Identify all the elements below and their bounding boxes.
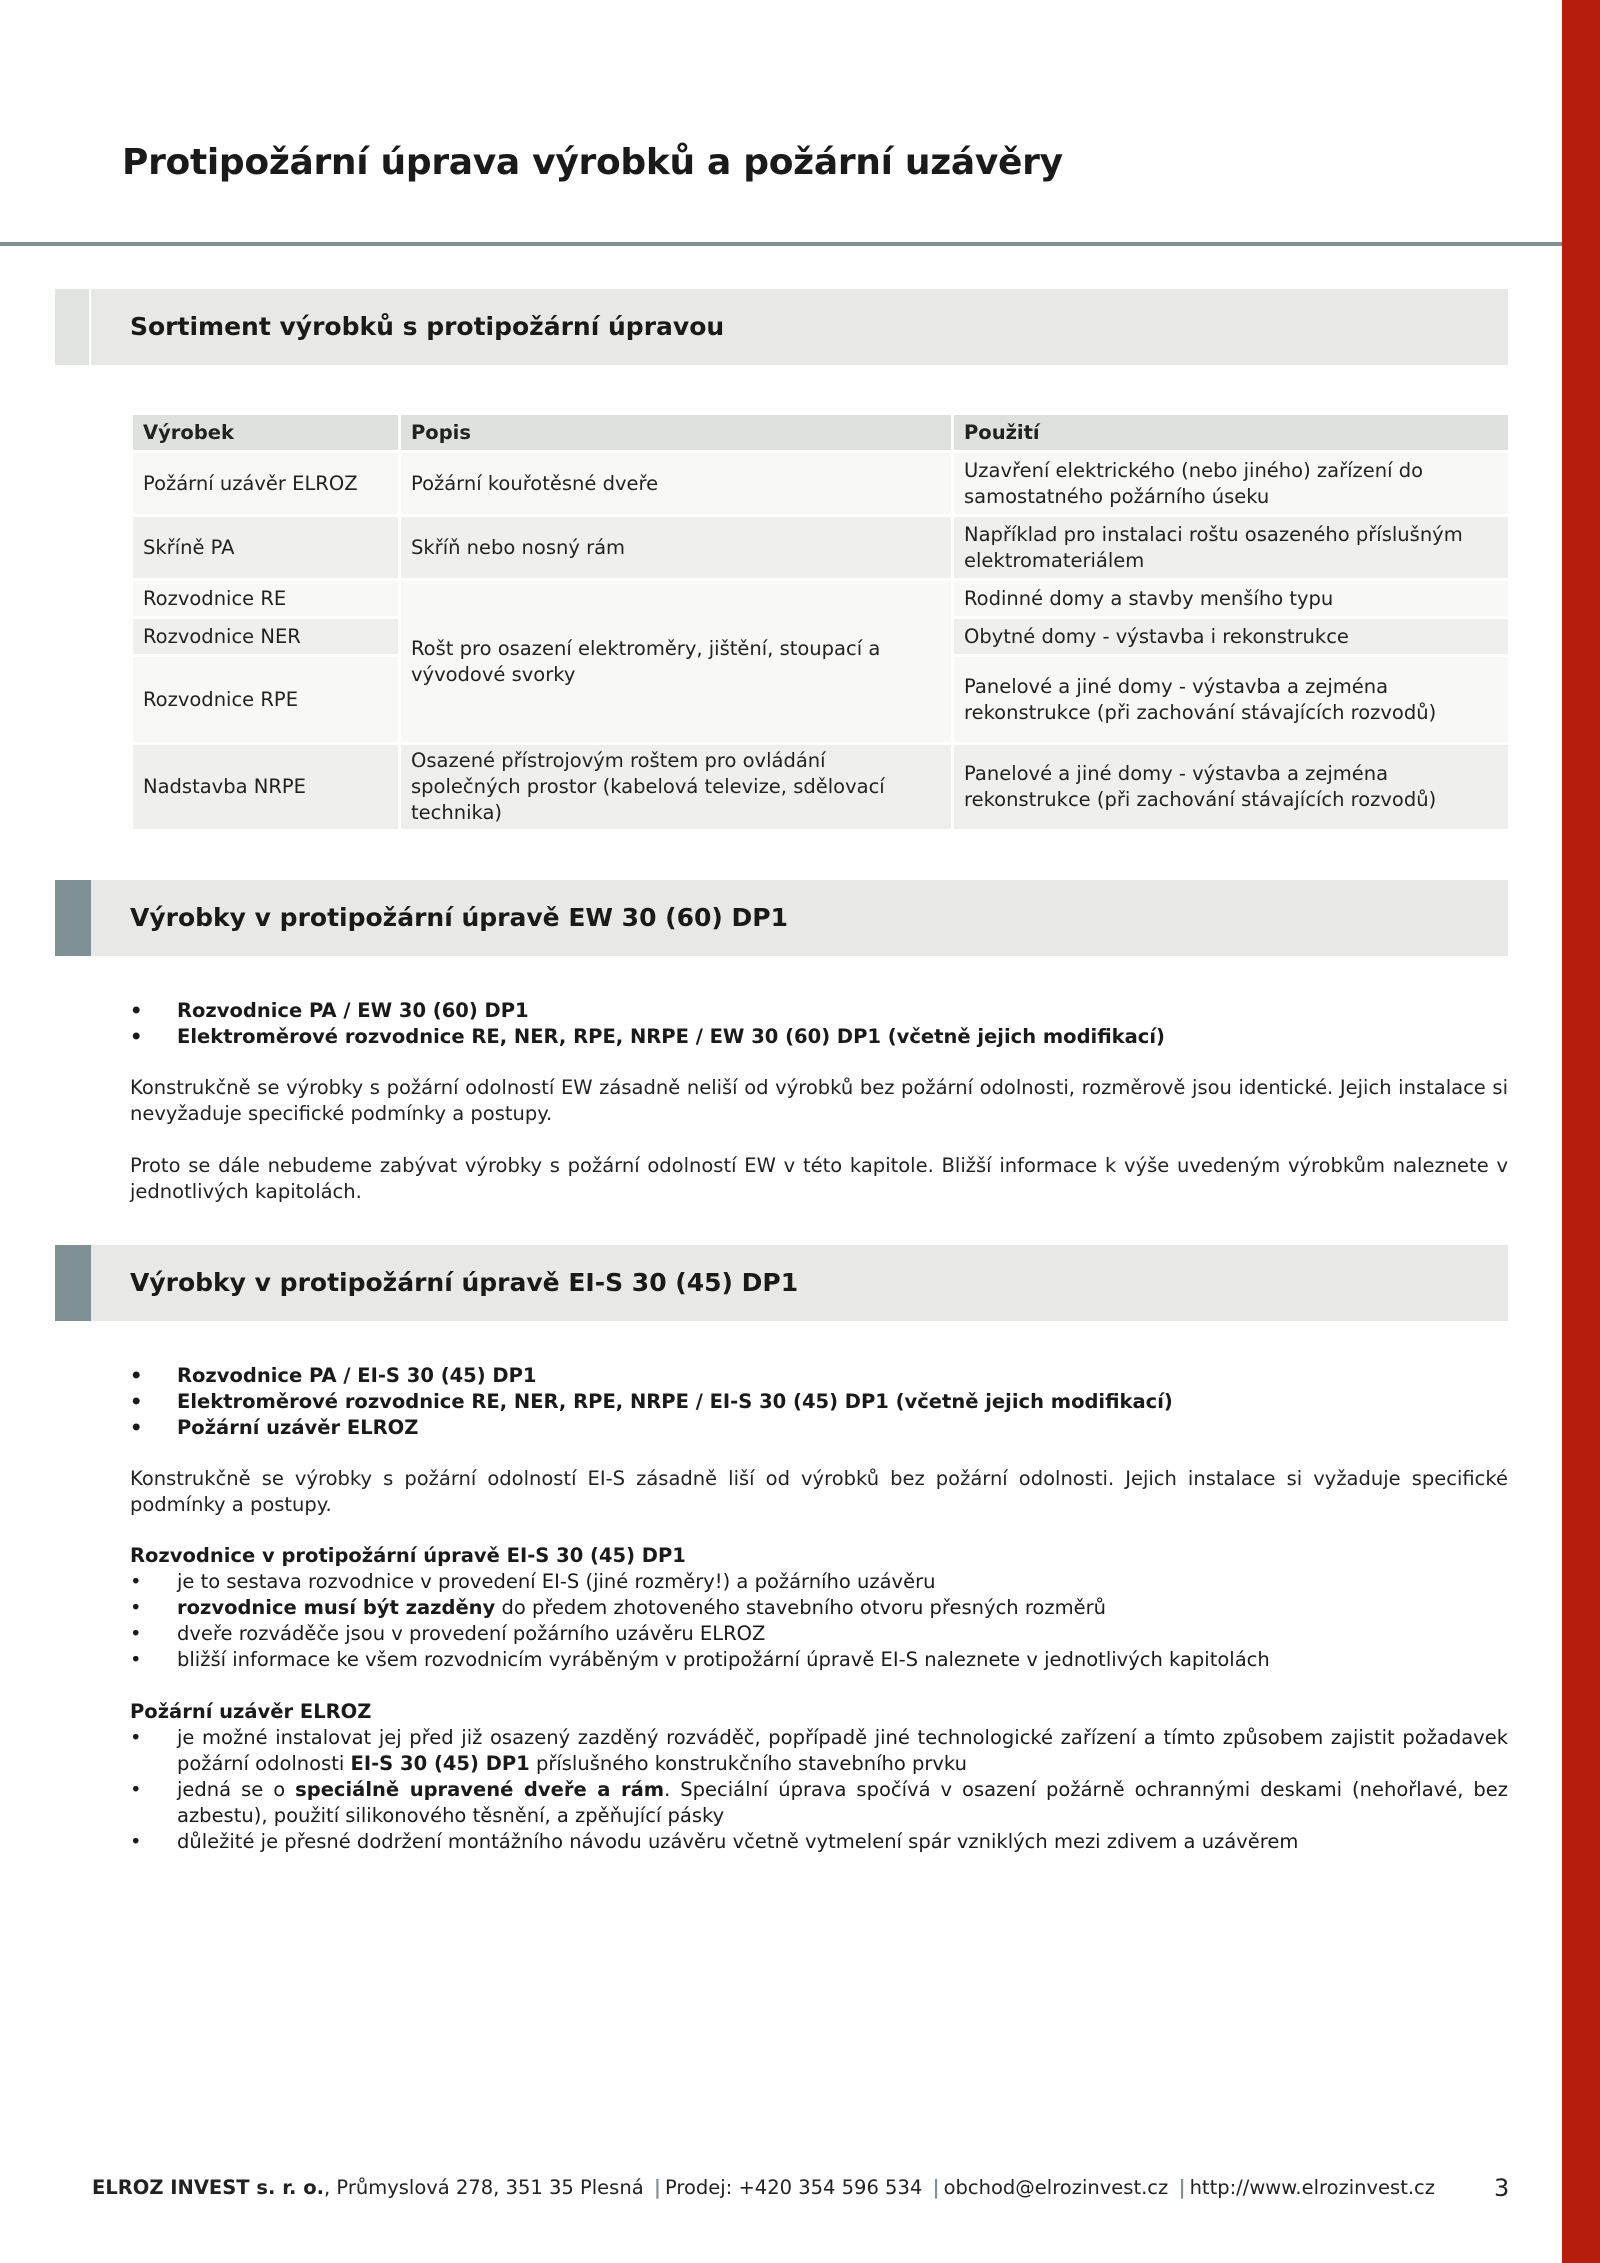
cell-usage: Panelové a jiné domy - výstavba a zejména rekonstrukce (při zachování stávajících rozvodů) bbox=[953, 656, 1510, 744]
ew-paragraph-2: Proto se dále nebudeme zabývat výrobky s požární odolností EW v této kapitole. Bližší informace k výše uvedeným výrobkům naleznete v jednotlivých kapitolách. bbox=[130, 1154, 1508, 1203]
emphasis-text: rozvodnice musí být zazděny bbox=[177, 1596, 496, 1619]
table-row bbox=[132, 452, 1510, 516]
eis-paragraph: Konstrukčně se výrobky s požární odolností EI-S zásadně liší od výrobků bez požární odolnosti. Jejich instalace si vyžaduje specifické podmínky a postupy. bbox=[130, 1467, 1508, 1516]
cell-usage: Rodinné domy a stavby menšího typu bbox=[953, 580, 1510, 618]
list-item: • dveře rozváděče jsou v provedení požárního uzávěru ELROZ bbox=[130, 1621, 1508, 1647]
distribution-boards-list bbox=[130, 1569, 1508, 1673]
cell-description: Skříň nebo nosný rám bbox=[400, 516, 953, 580]
assortment-table bbox=[130, 412, 1511, 832]
section-header-ew bbox=[55, 880, 1508, 956]
cell-usage: Například pro instalaci roštu osazeného příslušným elektromateriálem bbox=[953, 516, 1510, 580]
column-header-usage: Použití bbox=[953, 414, 1510, 452]
list-item: • je to sestava rozvodnice v provedení EI-S (jiné rozměry!) a požárního uzávěru bbox=[130, 1569, 1508, 1595]
footer-website-link[interactable]: http://www.elrozinvest.cz bbox=[1189, 2176, 1436, 2199]
eis-products-list bbox=[130, 1363, 1508, 1441]
list-item: • Elektroměrové rozvodnice RE, NER, RPE, NRPE / EW 30 (60) DP1 (včetně jejich modifikací) bbox=[130, 1024, 1508, 1050]
cell-product: Nadstavba NRPE bbox=[132, 744, 400, 831]
title-divider bbox=[0, 242, 1562, 246]
section-tab-marker bbox=[55, 880, 91, 956]
list-item: • Rozvodnice PA / EW 30 (60) DP1 bbox=[130, 998, 1508, 1024]
list-item: • Požární uzávěr ELROZ bbox=[130, 1415, 1508, 1441]
section-title: Sortiment výrobků s protipožární úpravou bbox=[130, 312, 725, 341]
emphasis-text: speciálně upravené dveře a rám bbox=[295, 1778, 665, 1801]
page-title: Protipožární úprava výrobků a požární uzávěry bbox=[122, 142, 1063, 183]
footer-separator: | bbox=[932, 2176, 940, 2199]
column-header-description: Popis bbox=[400, 414, 953, 452]
footer-email-link[interactable]: obchod@elrozinvest.cz bbox=[943, 2176, 1169, 2199]
fire-closure-list bbox=[130, 1725, 1508, 1855]
list-item: • bližší informace ke všem rozvodnicím vyráběným v protipožární úpravě EI-S naleznete v jednotlivých kapitolách bbox=[130, 1647, 1508, 1673]
list-item bbox=[130, 1725, 1508, 1777]
list-item bbox=[130, 1595, 1508, 1621]
page-number: 3 bbox=[1494, 2174, 1510, 2202]
footer-separator: | bbox=[1178, 2176, 1186, 2199]
cell-usage: Panelové a jiné domy - výstavba a zejména rekonstrukce (při zachování stávajících rozvodů) bbox=[953, 744, 1510, 831]
right-accent-bar bbox=[1562, 0, 1600, 2263]
cell-description: Osazené přístrojovým roštem pro ovládání společných prostor (kabelová televize, sdělovací technika) bbox=[400, 744, 953, 831]
footer-company: ELROZ INVEST s. r. o. bbox=[92, 2176, 325, 2199]
cell-product: Rozvodnice RPE bbox=[132, 656, 400, 744]
ew-products-list bbox=[130, 998, 1508, 1050]
list-item-text: jedná se o bbox=[177, 1778, 296, 1801]
page-footer bbox=[92, 2175, 1435, 2201]
cell-product: Rozvodnice RE bbox=[132, 580, 400, 618]
footer-separator: | bbox=[653, 2176, 661, 2199]
cell-description-merged: Rošt pro osazení elektroměry, jištění, stoupací a vývodové svorky bbox=[400, 580, 953, 744]
cell-usage: Obytné domy - výstavba i rekonstrukce bbox=[953, 618, 1510, 656]
section-header-assortment bbox=[55, 289, 1508, 365]
cell-usage: Uzavření elektrického (nebo jiného) zařízení do samostatného požárního úseku bbox=[953, 452, 1510, 516]
cell-product: Požární uzávěr ELROZ bbox=[132, 452, 400, 516]
section-title: Výrobky v protipožární úpravě EW 30 (60) DP1 bbox=[130, 903, 788, 932]
list-item bbox=[130, 1777, 1508, 1829]
subheading-fire-closure: Požární uzávěr ELROZ bbox=[130, 1700, 372, 1723]
subheading-distribution-boards: Rozvodnice v protipožární úpravě EI-S 30 (45) DP1 bbox=[130, 1544, 686, 1567]
cell-product: Skříně PA bbox=[132, 516, 400, 580]
section-tab-marker bbox=[55, 289, 91, 365]
table-header-row bbox=[132, 414, 1510, 452]
table-row bbox=[132, 516, 1510, 580]
emphasis-text: EI-S 30 (45) DP1 bbox=[350, 1752, 530, 1775]
list-item-text: příslušného konstrukčního stavebního prvku bbox=[529, 1752, 967, 1775]
list-item-text: do předem zhotoveného stavebního otvoru přesných rozměrů bbox=[495, 1596, 1106, 1619]
footer-address: , Průmyslová 278, 351 35 Plesná bbox=[324, 2176, 644, 2199]
section-header-eis bbox=[55, 1245, 1508, 1321]
list-item: • důležité je přesné dodržení montážního návodu uzávěru včetně vytmelení spár vzniklých mezi zdivem a uzávěrem bbox=[130, 1829, 1508, 1855]
cell-description: Požární kouřotěsné dveře bbox=[400, 452, 953, 516]
list-item: • Rozvodnice PA / EI-S 30 (45) DP1 bbox=[130, 1363, 1508, 1389]
section-title: Výrobky v protipožární úpravě EI-S 30 (45) DP1 bbox=[130, 1268, 799, 1297]
list-item-text: . Speciální úprava spočívá v osazení požárně ochrannými deskami (nehořlavé, bez azbestu), použití silikonového těsnění, a zpěňující pásky bbox=[177, 1778, 1508, 1827]
footer-sales-phone: Prodej: +420 354 596 534 bbox=[664, 2176, 923, 2199]
table-row bbox=[132, 580, 1510, 618]
cell-product: Rozvodnice NER bbox=[132, 618, 400, 656]
list-item: • Elektroměrové rozvodnice RE, NER, RPE, NRPE / EI-S 30 (45) DP1 (včetně jejich modifikací) bbox=[130, 1389, 1508, 1415]
list-item-text: je možné instalovat jej před již osazený zazděný rozváděč, popřípadě jiné technologické zařízení a tímto způsobem zajistit požadavek požární odolnosti bbox=[177, 1726, 1508, 1775]
table-row bbox=[132, 744, 1510, 831]
section-tab-marker bbox=[55, 1245, 91, 1321]
column-header-product: Výrobek bbox=[132, 414, 400, 452]
ew-paragraph-1: Konstrukčně se výrobky s požární odolností EW zásadně neliší od výrobků bez požární odolnosti, rozměrově jsou identické. Jejich instalace si nevyžaduje specifické podmínky a postupy. bbox=[130, 1076, 1508, 1125]
